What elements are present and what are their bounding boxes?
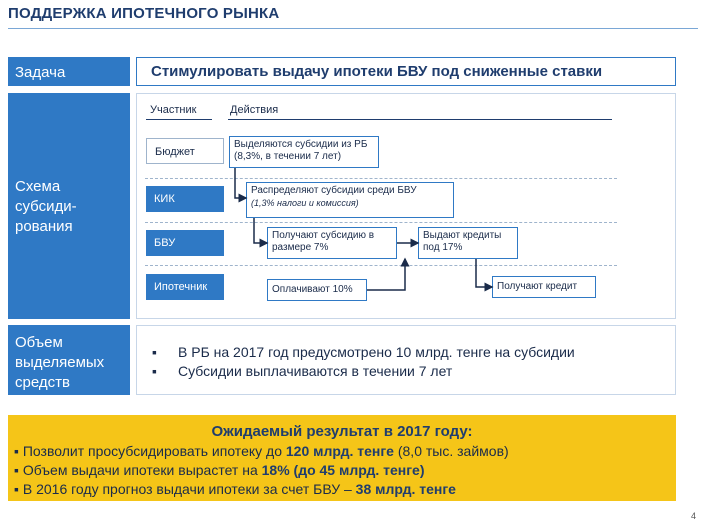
- arrow-credit-to-borrower: [476, 259, 492, 287]
- funds-bullet-2: Субсидии выплачиваются в течении 7 лет: [178, 363, 453, 379]
- action-borrower-get: Получают кредит: [492, 276, 596, 298]
- result-line-text: Объем выдачи ипотеки вырастет на: [22, 462, 262, 478]
- header-participant: Участник: [150, 104, 197, 116]
- funds-label-panel: [8, 325, 130, 395]
- result-line-text: (8,0 тыс. займов): [393, 443, 509, 459]
- action-bvu-credit: Выдают кредиты под 17%: [418, 227, 518, 259]
- funds-bullet-1: В РБ на 2017 год предусмотрено 10 млрд. тенге на субсидии: [178, 344, 575, 360]
- action-bvu-receive: Получают субсидию в размере 7%: [267, 227, 397, 259]
- bullet-icon: ▪: [14, 481, 23, 497]
- arrow-pay-to-bvu: [367, 259, 405, 290]
- result-line-text: Позволит просубсидировать ипотеку до: [22, 443, 286, 459]
- result-line-bold: 18% (до 45 млрд. тенге): [261, 462, 425, 478]
- arrow-budget-to-kik: [235, 168, 246, 198]
- arrow-kik-to-bvu: [254, 218, 267, 243]
- result-line: [14, 462, 424, 478]
- funds-label: Объем выделяемых средств: [15, 334, 105, 391]
- action-kik-note: (1,3% налоги и комиссия): [251, 198, 359, 208]
- bullet-icon: ▪: [14, 443, 23, 459]
- result-panel: [8, 415, 676, 501]
- action-kik: Распределяют субсидии среди БВУ: [251, 185, 417, 196]
- funds-panel: [136, 325, 676, 395]
- role-kik: КИК: [146, 186, 224, 212]
- result-line-text: В 2016 году прогноз выдачи ипотеки за счет БВУ –: [22, 481, 356, 497]
- role-borrower: Ипотечник: [146, 274, 224, 300]
- bullet-icon: ▪: [152, 344, 157, 360]
- role-bvu: БВУ: [146, 230, 224, 256]
- action-borrower-pay: Оплачивают 10%: [267, 279, 367, 301]
- action-budget: Выделяются субсидии из РБ (8,3%, в течении 7 лет): [229, 136, 379, 168]
- result-line: [14, 443, 509, 459]
- result-line-bold: 38 млрд. тенге: [355, 481, 456, 497]
- result-title: Ожидаемый результат в 2017 году:: [211, 423, 473, 440]
- task-text: Стимулировать выдачу ипотеки БВУ под сниженные ставки: [136, 57, 676, 86]
- header-actions: Действия: [230, 104, 279, 116]
- role-budget: Бюджет: [146, 138, 224, 164]
- result-line-bold: 120 млрд. тенге: [285, 443, 394, 459]
- task-label: Задача: [8, 57, 130, 86]
- page-title: ПОДДЕРЖКА ИПОТЕЧНОГО РЫНКА: [8, 5, 280, 22]
- scheme-label: Схема субсиди- рования: [15, 178, 77, 235]
- result-line: [14, 481, 456, 497]
- page-number: 4: [690, 511, 696, 521]
- bullet-icon: ▪: [14, 462, 23, 478]
- bullet-icon: ▪: [152, 363, 157, 379]
